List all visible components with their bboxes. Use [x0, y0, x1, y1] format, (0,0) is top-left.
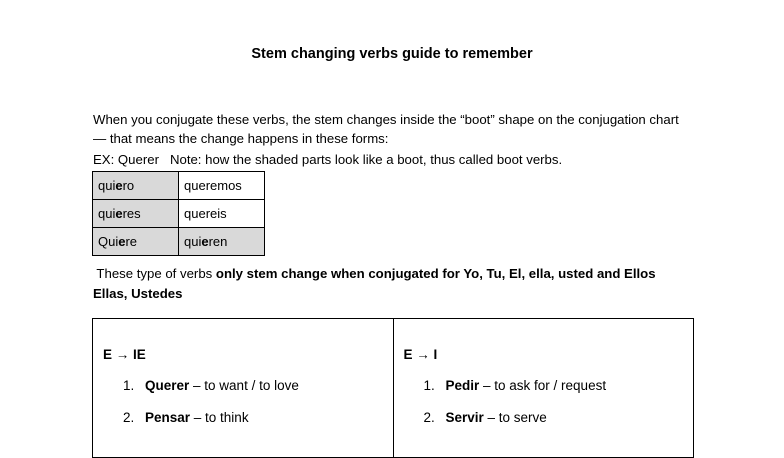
rule-note: These type of verbs only stem change when conjugated for Yo, Tu, El, ella, usted and Ellos Ellas, Ustedes — [93, 266, 656, 301]
page-title: Stem changing verbs guide to remember — [251, 46, 533, 62]
table-cell: quieres — [93, 200, 179, 228]
intro-paragraph: When you conjugate these verbs, the stem changes inside the “boot” shape on the conjugation chart — that means the change happens in these forms: — [93, 112, 679, 146]
table-cell: Quiere — [93, 228, 179, 256]
e-to-i-column — [394, 319, 694, 457]
column-heading: E → IE — [103, 347, 146, 362]
table-cell: quieren — [179, 228, 265, 256]
list-item: 1. Querer – to want / to love — [123, 378, 299, 393]
list-item: 2. Pensar – to think — [123, 410, 249, 425]
table-cell: quiero — [93, 172, 179, 200]
table-row — [93, 228, 265, 256]
table-row — [93, 172, 265, 200]
verb-groups-box — [92, 318, 694, 458]
list-item: 1. Pedir – to ask for / request — [423, 378, 607, 393]
example-line: EX: Querer Note: how the shaded parts look like a boot, thus called boot verbs. — [93, 152, 563, 167]
list-item: 2. Servir – to serve — [423, 410, 547, 425]
table-cell: queremos — [179, 172, 265, 200]
table-cell: quereis — [179, 200, 265, 228]
e-to-ie-column — [93, 319, 394, 457]
column-heading: E → I — [403, 347, 438, 362]
table-row — [93, 200, 265, 228]
conjugation-table — [92, 171, 265, 256]
